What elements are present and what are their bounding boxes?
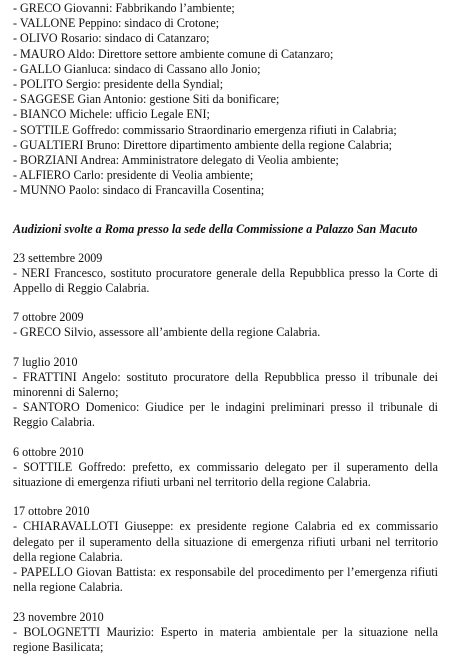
hearing-entry: - GRECO Silvio, assessore all’ambiente della regione Calabria. xyxy=(13,325,438,340)
hearing-entry: - BOLOGNETTI Maurizio: Esperto in materia ambientale per la situazione nella regione Basilicata; xyxy=(13,625,438,655)
hearing-group xyxy=(13,504,438,595)
hearing-entry: - PAPELLO Giovan Battista: ex responsabile del procedimento per l’emergenza rifiuti nella regione Calabria. xyxy=(13,565,438,595)
list-item: - BORZIANI Andrea: Amministratore delegato di Veolia ambiente; xyxy=(13,153,438,168)
hearing-group xyxy=(13,355,438,431)
hearing-group xyxy=(13,445,438,491)
hearing-entry: - CHIARAVALLOTI Giuseppe: ex presidente regione Calabria ed ex commissario delegato per il superamento della situazione di emergenza rifiuti urbani nel territorio della regione Calabria. xyxy=(13,519,438,565)
section-title: Audizioni svolte a Roma presso la sede della Commissione a Palazzo San Macuto xyxy=(13,222,438,237)
list-item: - BIANCO Michele: ufficio Legale ENI; xyxy=(13,107,438,122)
hearing-group xyxy=(13,610,438,655)
hearing-date: 23 settembre 2009 xyxy=(13,251,438,266)
list-item: - SAGGESE Gian Antonio: gestione Siti da bonificare; xyxy=(13,92,438,107)
list-item: - VALLONE Peppino: sindaco di Crotone; xyxy=(13,16,438,31)
list-item: - POLITO Sergio: presidente della Syndial; xyxy=(13,77,438,92)
hearing-date: 7 ottobre 2009 xyxy=(13,310,438,325)
hearing-entry: - FRATTINI Angelo: sostituto procuratore della Repubblica presso il tribunale dei minorenni di Salerno; xyxy=(13,370,438,400)
list-item: - MUNNO Paolo: sindaco di Francavilla Cosentina; xyxy=(13,183,438,198)
list-item: - GRECO Giovanni: Fabbrikando l’ambiente; xyxy=(13,1,438,16)
list-item: - GUALTIERI Bruno: Direttore dipartimento ambiente della regione Calabria; xyxy=(13,138,438,153)
list-item: - MAURO Aldo: Direttore settore ambiente comune di Catanzaro; xyxy=(13,47,438,62)
hearing-participants-list xyxy=(13,1,438,199)
list-item: - ALFIERO Carlo: presidente di Veolia ambiente; xyxy=(13,168,438,183)
hearing-date: 23 novembre 2010 xyxy=(13,610,438,625)
list-item: - OLIVO Rosario: sindaco di Catanzaro; xyxy=(13,31,438,46)
hearing-entry: - NERI Francesco, sostituto procuratore generale della Repubblica presso la Corte di Appello di Reggio Calabria. xyxy=(13,266,438,296)
hearing-group xyxy=(13,251,438,297)
hearing-group xyxy=(13,310,438,340)
hearing-date: 7 luglio 2010 xyxy=(13,355,438,370)
list-item: - SOTTILE Goffredo: commissario Straordinario emergenza rifiuti in Calabria; xyxy=(13,123,438,138)
hearing-entry: - SOTTILE Goffredo: prefetto, ex commissario delegato per il superamento della situazione di emergenza rifiuti urbani nel territorio della regione Calabria. xyxy=(13,460,438,490)
hearing-date: 17 ottobre 2010 xyxy=(13,504,438,519)
hearing-entry: - SANTORO Domenico: Giudice per le indagini preliminari presso il tribunale di Reggio Calabria. xyxy=(13,400,438,430)
hearing-date: 6 ottobre 2010 xyxy=(13,445,438,460)
list-item: - GALLO Gianluca: sindaco di Cassano allo Jonio; xyxy=(13,62,438,77)
